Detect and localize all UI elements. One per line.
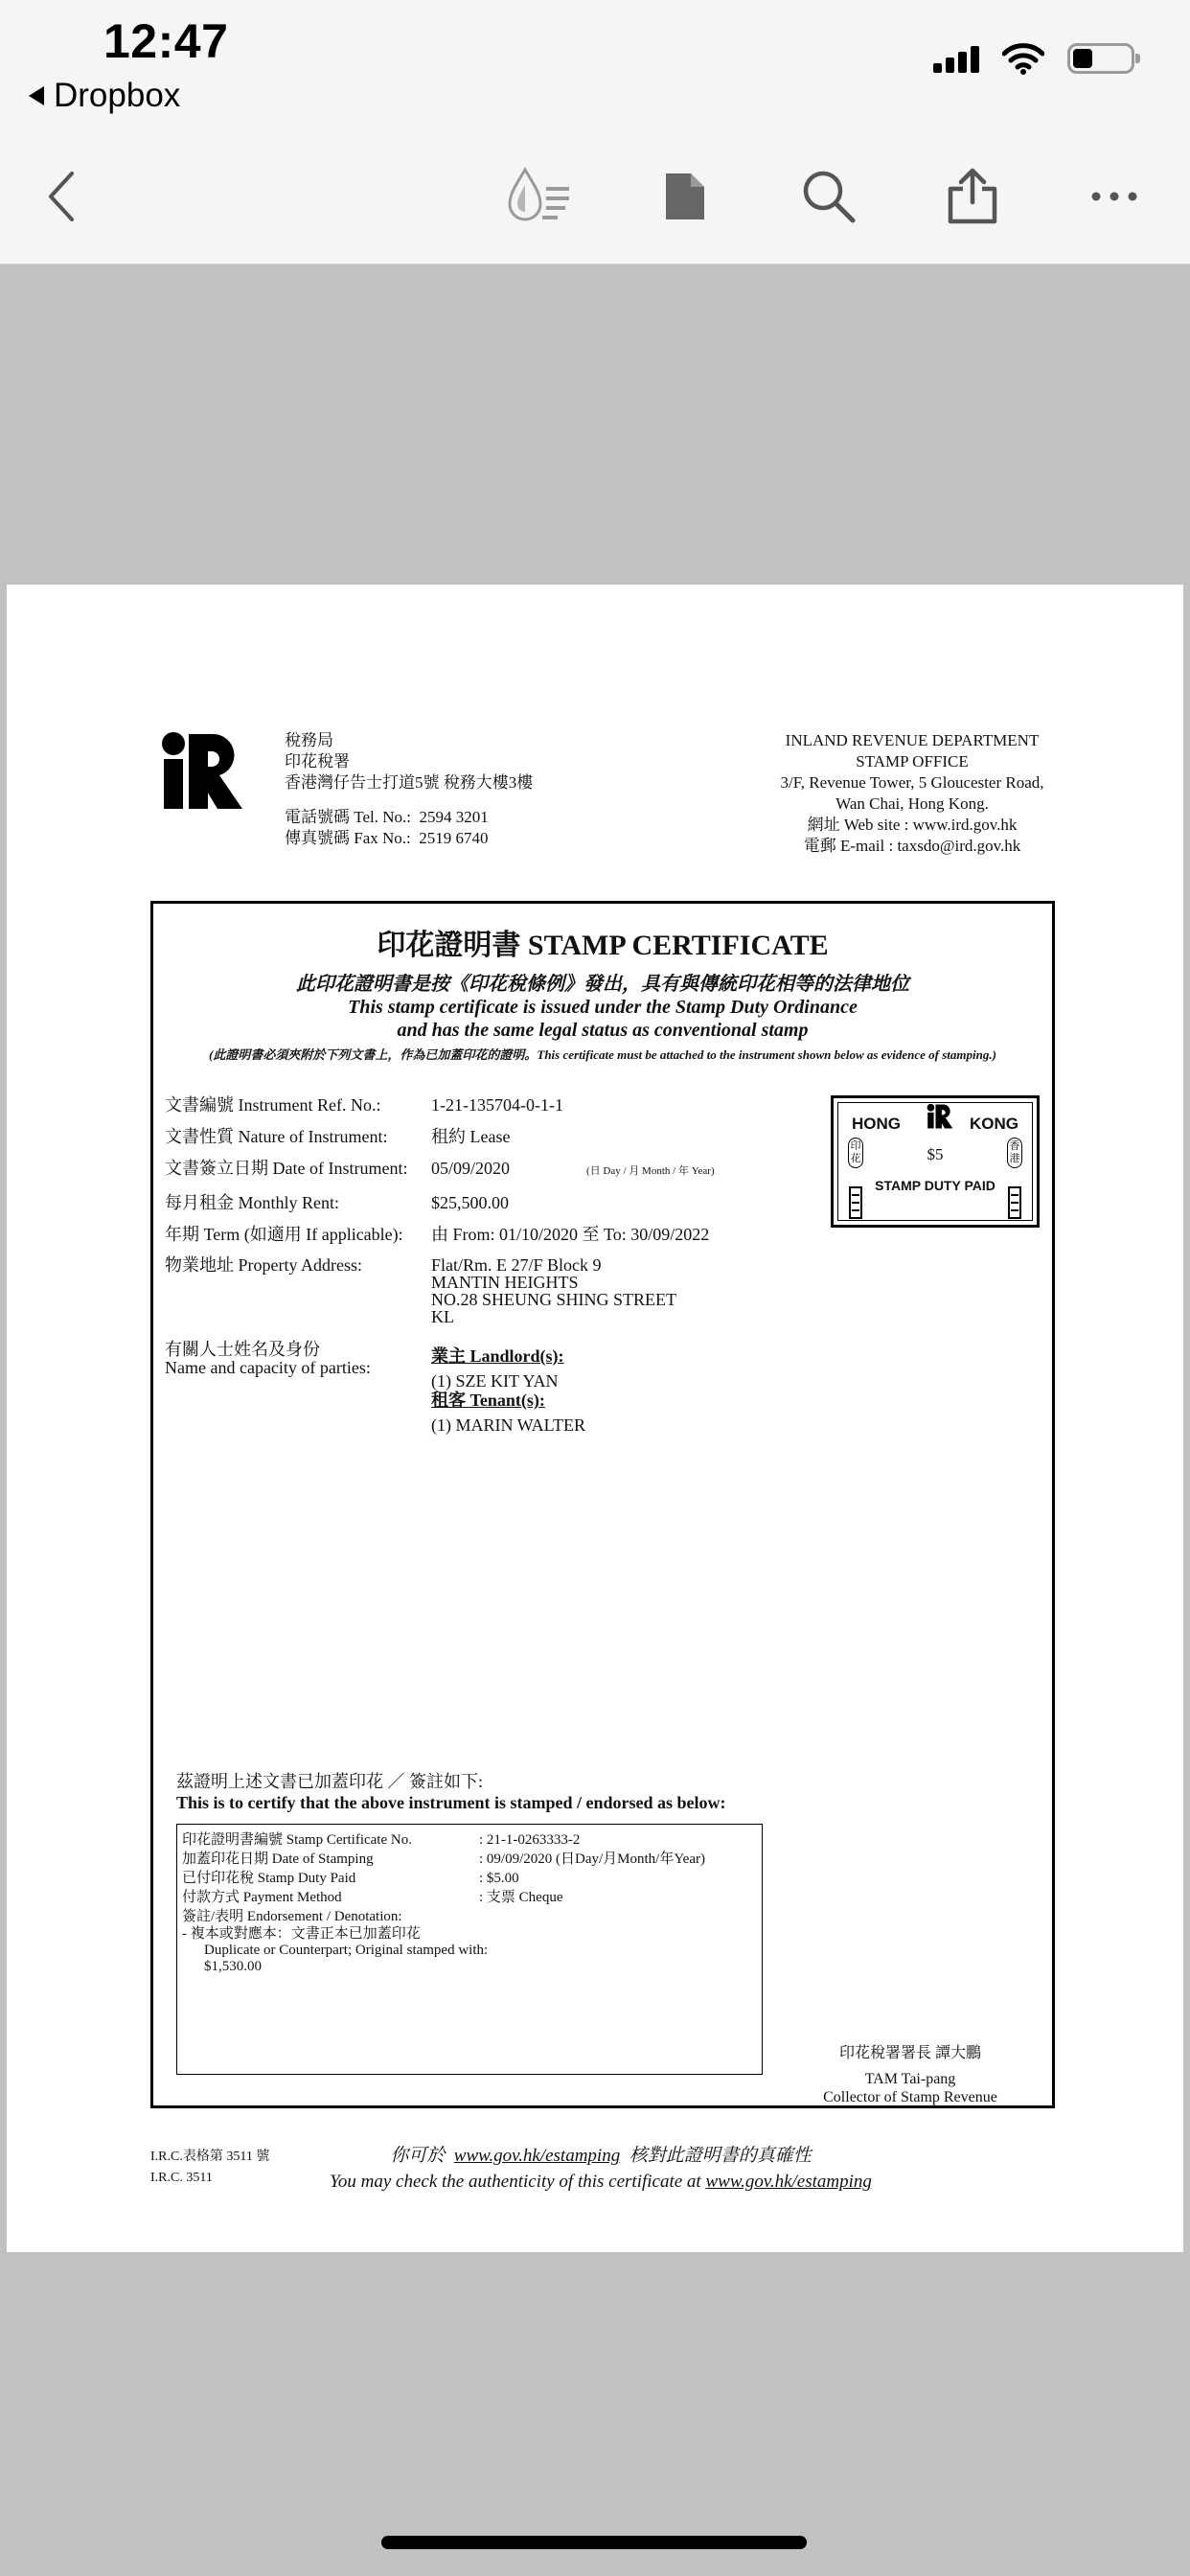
instrument-fields (165, 1095, 788, 1447)
parties-label-en: Name and capacity of parties: (165, 1358, 371, 1377)
address-line: NO.28 SHEUNG SHING STREET (431, 1290, 676, 1309)
duty-value: : $5.00 (479, 1871, 519, 1886)
collector-title: Collector of Stamp Revenue (823, 2089, 997, 2105)
irc-en: I.R.C. 3511 (150, 2171, 213, 2185)
subtitle-en-1: This stamp certificate is issued under the Stamp Duty Ordinance (348, 997, 858, 1018)
battery-icon (1067, 43, 1134, 74)
certify-statement (176, 1771, 726, 1813)
more-button[interactable] (1081, 163, 1148, 230)
tel-label: 電話號碼 Tel. No.: (285, 808, 411, 826)
duty-label: 已付印花稅 Stamp Duty Paid (182, 1871, 356, 1886)
status-icons (933, 42, 1134, 75)
ref-value: 1-21-135704-0-1-1 (431, 1095, 563, 1115)
accessibility-button[interactable] (506, 163, 573, 230)
document-button[interactable] (652, 163, 719, 230)
check-zh-pre: 你可於 (390, 2146, 446, 2166)
dept-zh: 稅務局 (285, 731, 333, 749)
fax-number: 2519 6740 (419, 829, 489, 847)
stamp-right-seal: 香港 (1007, 1138, 1022, 1168)
back-chevron-icon (43, 170, 81, 223)
address-en-1: 3/F, Revenue Tower, 5 Gloucester Road, (780, 773, 1044, 792)
stamp-kong: KONG (970, 1115, 1018, 1133)
document-page (7, 585, 1183, 2252)
address-label: 物業地址 Property Address: (165, 1255, 362, 1275)
tenant-name: (1) MARIN WALTER (431, 1415, 585, 1435)
certify-zh: 茲證明上述文書已加蓋印花 ／ 簽註如下: (176, 1772, 483, 1791)
website: 網址 Web site : www.ird.gov.hk (807, 816, 1018, 834)
ref-label: 文書編號 Instrument Ref. No.: (165, 1095, 381, 1115)
stamp-date-label: 加蓋印花日期 Date of Stamping (182, 1852, 374, 1867)
collector-name: TAM Tai-pang (864, 2071, 956, 2087)
nature-value: 租約 Lease (431, 1127, 511, 1146)
date-label: 文書簽立日期 Date of Instrument: (165, 1159, 408, 1178)
endorse-line-3: $1,530.00 (204, 1959, 262, 1974)
landlord-label: 業主 Landlord(s): (431, 1346, 564, 1366)
certificate-title: 印花證明書 STAMP CERTIFICATE (377, 930, 829, 961)
stamp-hong: HONG (852, 1115, 901, 1133)
stamping-details-box (176, 1824, 763, 2075)
address-line: Flat/Rm. E 27/F Block 9 (431, 1255, 602, 1275)
subtitle-note: (此證明書必須夾附於下列文書上，作為已加蓋印花的證明。This certificate must be attached to the instrument shown below as evidence of stamping.) (209, 1047, 996, 1062)
dept-en: INLAND REVENUE DEPARTMENT (785, 731, 1040, 749)
stamp-caption: STAMP DUTY PAID (875, 1178, 995, 1193)
stamp-date-value: : 09/09/2020 (日Day/月Month/年Year) (479, 1852, 705, 1867)
stamp-left-seal: 印花 (848, 1138, 863, 1168)
date-note: (日 Day / 月 Month / 年 Year) (586, 1165, 715, 1177)
collector-signature (786, 2044, 1035, 2106)
certify-en: This is to certify that the above instrument is stamped / endorsed as below: (176, 1793, 726, 1812)
rent-value: $25,500.00 (431, 1193, 509, 1212)
top-bar (0, 0, 1190, 264)
header-right (744, 730, 1080, 857)
accessibility-drop-icon (506, 166, 573, 227)
office-en: STAMP OFFICE (856, 752, 969, 770)
endorse-line-1: - 複本或對應本：文書正本已加蓋印花 (182, 1926, 421, 1942)
tenant-label: 租客 Tenant(s): (431, 1391, 545, 1410)
address-en-2: Wan Chai, Hong Kong. (835, 794, 989, 813)
cert-no-value: : 21-1-0263333-2 (479, 1832, 581, 1848)
home-indicator[interactable] (381, 2536, 807, 2549)
subtitle-en-2: and has the same legal status as conventional stamp (397, 1020, 809, 1041)
date-value: 05/09/2020 (431, 1159, 511, 1178)
fax-label: 傳真號碼 Fax No.: (285, 829, 411, 847)
term-value: 由 From: 01/10/2020 至 To: 30/09/2022 (431, 1225, 710, 1244)
cert-no-label: 印花證明書編號 Stamp Certificate No. (182, 1832, 412, 1848)
address-line: KL (431, 1307, 454, 1326)
office-zh: 印花稅署 (285, 752, 350, 770)
status-time: 12:47 (103, 14, 229, 68)
endorse-label: 簽註/表明 Endorsement / Denotation: (182, 1909, 402, 1924)
share-button[interactable] (939, 163, 1006, 230)
term-label: 年期 Term (如適用 If applicable): (165, 1225, 403, 1244)
ird-logo (154, 730, 244, 813)
back-triangle-icon (29, 86, 44, 105)
stamp-ird-logo (925, 1103, 953, 1130)
stamp-amount: $5 (927, 1145, 944, 1163)
document-icon (664, 172, 706, 221)
estamping-link[interactable]: www.gov.hk/estamping (705, 2172, 872, 2192)
rent-label: 每月租金 Monthly Rent: (165, 1193, 340, 1212)
payment-value: : 支票 Cheque (479, 1890, 563, 1905)
stamp-duty-paid-stamp (831, 1095, 1040, 1228)
stamp-ornament-icon (848, 1185, 863, 1220)
search-icon (801, 169, 857, 224)
more-icon (1090, 191, 1138, 202)
estamping-link[interactable]: www.gov.hk/estamping (453, 2146, 621, 2166)
irc-zh: I.R.C.表格第 3511 號 (150, 2150, 270, 2164)
share-icon (947, 168, 998, 225)
cellular-signal-icon (933, 44, 979, 73)
stamp-ornament-icon (1007, 1185, 1022, 1220)
payment-label: 付款方式 Payment Method (182, 1890, 342, 1905)
parties-label-zh: 有關人士姓名及身份 (165, 1340, 320, 1359)
check-zh-post: 核對此證明書的真確性 (629, 2146, 812, 2166)
wifi-icon (1002, 42, 1044, 75)
search-button[interactable] (795, 163, 862, 230)
tel-number: 2594 3201 (419, 808, 489, 826)
address-zh: 香港灣仔告士打道5號 稅務大樓3樓 (285, 773, 534, 792)
back-button[interactable] (29, 163, 96, 230)
email: 電郵 E-mail : taxsdo@ird.gov.hk (803, 837, 1021, 855)
nature-label: 文書性質 Nature of Instrument: (165, 1127, 388, 1146)
header-left (285, 730, 533, 849)
address-line: MANTIN HEIGHTS (431, 1273, 579, 1292)
collector-zh: 印花稅署署長 譚大鵬 (838, 2045, 981, 2061)
authenticity-note (198, 2143, 1003, 2195)
endorse-line-2: Duplicate or Counterpart; Original stamped with: (204, 1943, 489, 1958)
property-address (431, 1256, 788, 1325)
back-app-label: Dropbox (54, 77, 181, 114)
subtitle-zh: 此印花證明書是按《印花稅條例》發出，具有與傳統印花相等的法律地位 (296, 974, 909, 995)
landlord-name: (1) SZE KIT YAN (431, 1371, 559, 1391)
back-to-app-link[interactable] (29, 77, 180, 115)
check-en-pre: You may check the authenticity of this certificate at (330, 2172, 701, 2192)
stamp-certificate (150, 901, 1055, 2108)
